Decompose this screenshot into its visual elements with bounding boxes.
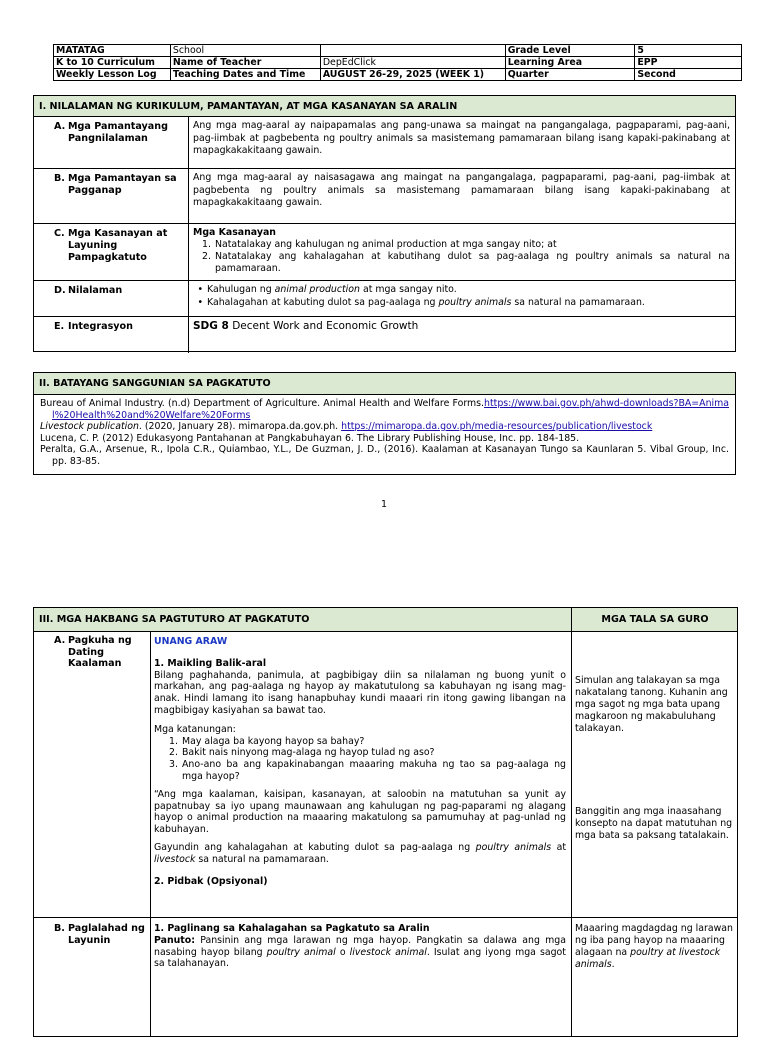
content-standards-label: Mga Pamantayang Pangnilalaman (68, 121, 168, 144)
page-number: 1 (380, 499, 388, 510)
quarter-value: Second (635, 69, 742, 81)
learning-area-value: EPP (635, 57, 742, 69)
section-teaching-steps (33, 607, 738, 1037)
content-standards-text: Ang mga mag-aaral ay naipapamalas ang pang-unawa sa maingat na pangangalaga, pagpaparami, pag-aani, pag-iimbak at pagbebenta ng poultry animals sa masistemang pamamaraan bilang isang kapaki-pakinabang at mapagkakakitaang gawain. (193, 120, 730, 156)
row-letter: C. (54, 228, 65, 239)
row-letter: B. (54, 173, 65, 184)
reference-item: Lucena, C. P. (2012) Edukasyong Pantahanan at Pangkabuhayan 6. The Library Publishing House, Inc. pp. 184-185. (40, 432, 580, 444)
competency-item: 1. Natatalakay ang kahulugan ng animal production at mga sangay nito; at (202, 239, 557, 250)
row-performance-standards (34, 169, 735, 224)
section-2-title: II. BATAYANG SANGGUNIAN SA PAGKATUTO (34, 373, 735, 395)
paragraph: Panuto: Pansinin ang mga larawan ng mga hayop. Pangkatin sa dalawa ang mga nasabing hayop bilang poultry animal o livestock animal. Isulat ang iyong mga sagot sa talahanayan. (154, 934, 566, 970)
row-integration (34, 317, 735, 353)
curriculum-label: K to 10 Curriculum (54, 57, 171, 69)
notes-title: MGA TALA SA GURO (601, 614, 709, 625)
teacher-value: DepEdClick (320, 57, 505, 69)
reference-item: Bureau of Animal Industry. (n.d) Department of Agriculture. Animal Health and Welfare Forms.https://www.bai.gov.ph/ahwd-downloads?BA=Animal%20Health%20and%20Welfare%20Forms (40, 398, 729, 421)
performance-standards-text: Ang mga mag-aaral ay naisasagawa ang maingat na pangangalaga, pagpaparami, pag-aani, pag-iimbak at pagbebenta ng poultry animals sa masistemang pamamaraan bilang isang kapaki-pakinabang at mapagkakakitaang gawain. (193, 172, 730, 208)
subheading: 1. Maikling Balik-aral (154, 657, 267, 669)
teacher-label: Name of Teacher (170, 57, 320, 69)
content-label: Nilalaman (68, 285, 123, 296)
performance-standards-label: Mga Pamantayan sa Pagganap (68, 173, 177, 196)
matatag-label: MATATAG (54, 45, 171, 57)
prior-knowledge-label: Pagkuha ng Dating Kaalaman (68, 635, 132, 669)
quarter-label: Quarter (505, 69, 635, 81)
reference-item: Livestock publication. (2020, January 28). mimaropa.da.gov.ph. https://mimaropa.da.gov.ph/media-resources/publication/livestock (40, 421, 653, 432)
reference-item: Peralta, G.A., Arsenue, R., Ipola C.R., Quiambao, Y.L., De Guzman, J. D., (2016). Kaalaman at Kasanayan Tungo sa Kaunlaran 5. Vibal Group, Inc. pp. 83-85. (40, 444, 729, 467)
row-letter: A. (54, 635, 66, 646)
subheading: 2. Pidbak (Opsiyonal) (154, 875, 268, 887)
section-curriculum (33, 95, 736, 352)
row-letter: D. (54, 285, 66, 296)
reference-link[interactable]: https://www.bai.gov.ph/ahwd-downloads?BA=Animal%20Health%20and%20Welfare%20Forms (52, 398, 729, 421)
reference-link[interactable]: https://mimaropa.da.gov.ph/media-resources/publication/livestock (341, 421, 653, 432)
row-letter: B. (54, 923, 65, 934)
subheading: 1. Paglinang sa Kahalagahan sa Pagkatuto sa Aralin (154, 923, 430, 934)
dates-value: AUGUST 26-29, 2025 (WEEK 1) (320, 69, 505, 81)
paragraph: Bilang paghahanda, panimula, at pagbibigay diin sa nilalaman ng buong yunit o markahan, ang pag-aalaga ng hayop ay makatutulong sa kabuhayan ng isang mag-anak. Hindi lamang ito isang hanapbuhay kundi maaari rin itong gawing libangan na magbibigay kasiyahan sa bawat tao. (154, 669, 566, 716)
grade-level-label: Grade Level (505, 45, 635, 57)
references-list (34, 395, 735, 467)
grade-level-value: 5 (635, 45, 742, 57)
day-label: UNANG ARAW (154, 636, 228, 647)
competencies-label: Mga Kasanayan at Layuning Pampagkatuto (68, 228, 168, 263)
content-item: • Kahalagahan at kabuting dulot sa pag-aalaga ng poultry animals sa natural na pamamaraan. (197, 296, 645, 308)
objectives-content (150, 923, 571, 970)
section-3-title: III. MGA HAKBANG SA PAGTUTURO AT PAGKATUTO (39, 614, 310, 625)
row-content (34, 281, 735, 317)
dates-label: Teaching Dates and Time (170, 69, 320, 81)
row-letter: E. (54, 321, 65, 332)
prior-knowledge-content (150, 636, 571, 887)
competency-item: 2. Natatalakay ang kahalagahan at kabutihang dulot sa pag-aalaga ng poultry animals sa natural na pamamaraan. (202, 251, 730, 274)
weekly-lesson-log-label: Weekly Lesson Log (54, 69, 171, 81)
question-item: 3. Ano-ano ba ang kapakinabangan maaaring makuha ng tao sa pag-aalaga ng mga hayop? (169, 759, 566, 782)
school-label: School (170, 45, 320, 57)
school-value (320, 45, 505, 57)
objectives-label: Paglalahad ng Layunin (68, 923, 145, 946)
paragraph: Gayundin ang kahalagahan at kabuting dulot sa pag-aalaga ng poultry animals at livestock sa natural na pamamaraan. (154, 841, 566, 865)
competencies-heading: Mga Kasanayan (193, 227, 276, 238)
integration-label: Integrasyon (68, 321, 133, 332)
row-letter: A. (54, 121, 66, 132)
integration-text: SDG 8 Decent Work and Economic Growth (193, 320, 419, 332)
question-item: 2. Bakit nais ninyong mag-alaga ng hayop tulad ng aso? (169, 747, 435, 759)
teacher-note: Simulan ang talakayan sa mga nakatalang tanong. Kuhanin ang mga sagot ng mga bata upang magkaroon ng makabuluhang talakayan. (575, 675, 728, 734)
row-competencies (34, 224, 735, 281)
content-item: • Kahulugan ng animal production at mga sangay nito. (197, 284, 457, 295)
questions-heading: Mga katanungan: (154, 723, 236, 735)
section-references (33, 372, 736, 475)
teacher-note: Maaaring magdagdag ng larawan ng iba pang hayop na maaaring alagaan na poultry at livestock animals. (575, 923, 733, 970)
section-1-title: I. NILALAMAN NG KURIKULUM, PAMANTAYAN, AT MGA KASANAYAN SA ARALIN (34, 96, 735, 117)
question-item: 1. May alaga ba kayong hayop sa bahay? (169, 735, 365, 747)
teacher-note: Banggitin ang mga inaasahang konsepto na dapat matutuhan ng mga bata sa paksang tatalakain. (575, 806, 733, 841)
paragraph: “Ang mga kaalaman, kaisipan, kasanayan, at saloobin na matutuhan sa yunit ay papatnubay sa iyo upang maunawaan ang kahulugan ng pag-paparami ng alagang hayop o animal production na maaaring makatulong sa pamumuhay at pag-unlad ng kabuhayan. (154, 788, 566, 836)
row-content-standards (34, 117, 735, 169)
header-table (53, 44, 742, 81)
learning-area-label: Learning Area (505, 57, 635, 69)
